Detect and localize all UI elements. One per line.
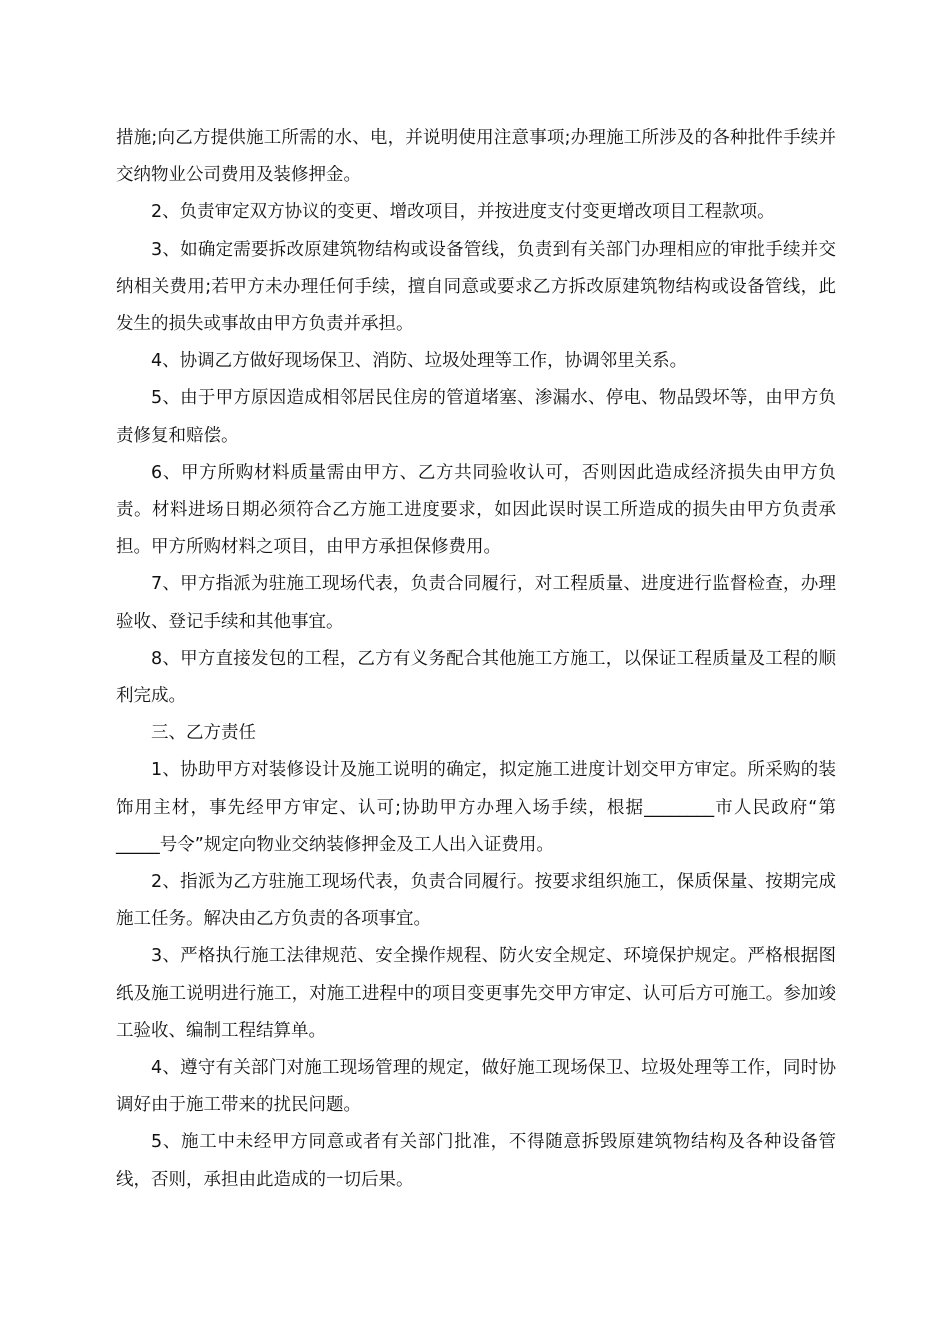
paragraph-7: 8、甲方直接发包的工程，乙方有义务配合其他施工方施工，以保证工程质量及工程的顺利完成。 bbox=[116, 648, 836, 707]
paragraph-10: 2、指派为乙方驻施工现场代表，负责合同履行。按要求组织施工，保质保量、按期完成施工任务。解决由乙方负责的各项事宜。 bbox=[116, 872, 836, 930]
paragraph-13: 5、施工中未经甲方同意或者有关部门批准，不得随意拆毁原建筑物结构及各种设备管线，否则，承担由此造成的一切后果。 bbox=[116, 1132, 836, 1190]
paragraph-1: 2、负责审定双方协议的变更、增改项目，并按进度支付变更增改项目工程款项。 bbox=[151, 202, 775, 223]
section-heading: 三、乙方责任 bbox=[151, 723, 256, 744]
paragraph-12: 4、遵守有关部门对施工现场管理的规定，做好施工现场保卫、垃圾处理等工作，同时协调好由于施工带来的扰民问题。 bbox=[116, 1058, 836, 1116]
paragraph-2: 3、如确定需要拆改原建筑物结构或设备管线，负责到有关部门办理相应的审批手续并交纳相关费用;若甲方未办理任何手续，擅自同意或要求乙方拆改原建筑物结构或设备管线，此发生的损失或事故由甲方负责并承担。 bbox=[116, 239, 836, 335]
paragraph-0: 措施;向乙方提供施工所需的水、电，并说明使用注意事项;办理施工所涉及的各种批件手续并交纳物业公司费用及装修押金。 bbox=[116, 128, 836, 186]
paragraph-9: 1、协助甲方对装修设计及施工说明的确定，拟定施工进度计划交甲方审定。所采购的装饰用主材，事先经甲方审定、认可;协助甲方办理入场手续，根据________市人民政府“第_____号令”规定向物业交纳装修押金及工人出入证费用。 bbox=[116, 760, 836, 855]
paragraph-6: 7、甲方指派为驻施工现场代表，负责合同履行，对工程质量、进度进行监督检查，办理验收、登记手续和其他事宜。 bbox=[116, 574, 836, 632]
paragraph-4: 5、由于甲方原因造成相邻居民住房的管道堵塞、渗漏水、停电、物品毁坏等，由甲方负责修复和赔偿。 bbox=[116, 388, 836, 446]
document-body bbox=[116, 120, 836, 1199]
paragraph-3: 4、协调乙方做好现场保卫、消防、垃圾处理等工作，协调邻里关系。 bbox=[151, 351, 688, 372]
paragraph-5: 6、甲方所购材料质量需由甲方、乙方共同验收认可，否则因此造成经济损失由甲方负责。材料进场日期必须符合乙方施工进度要求，如因此误时误工所造成的损失由甲方负责承担。甲方所购材料之项目，由甲方承担保修费用。 bbox=[116, 462, 836, 558]
paragraph-11: 3、严格执行施工法律规范、安全操作规程、防火安全规定、环境保护规定。严格根据图纸及施工说明进行施工，对施工进程中的项目变更事先交甲方审定、认可后方可施工。参加竣工验收、编制工程结算单。 bbox=[116, 946, 836, 1041]
